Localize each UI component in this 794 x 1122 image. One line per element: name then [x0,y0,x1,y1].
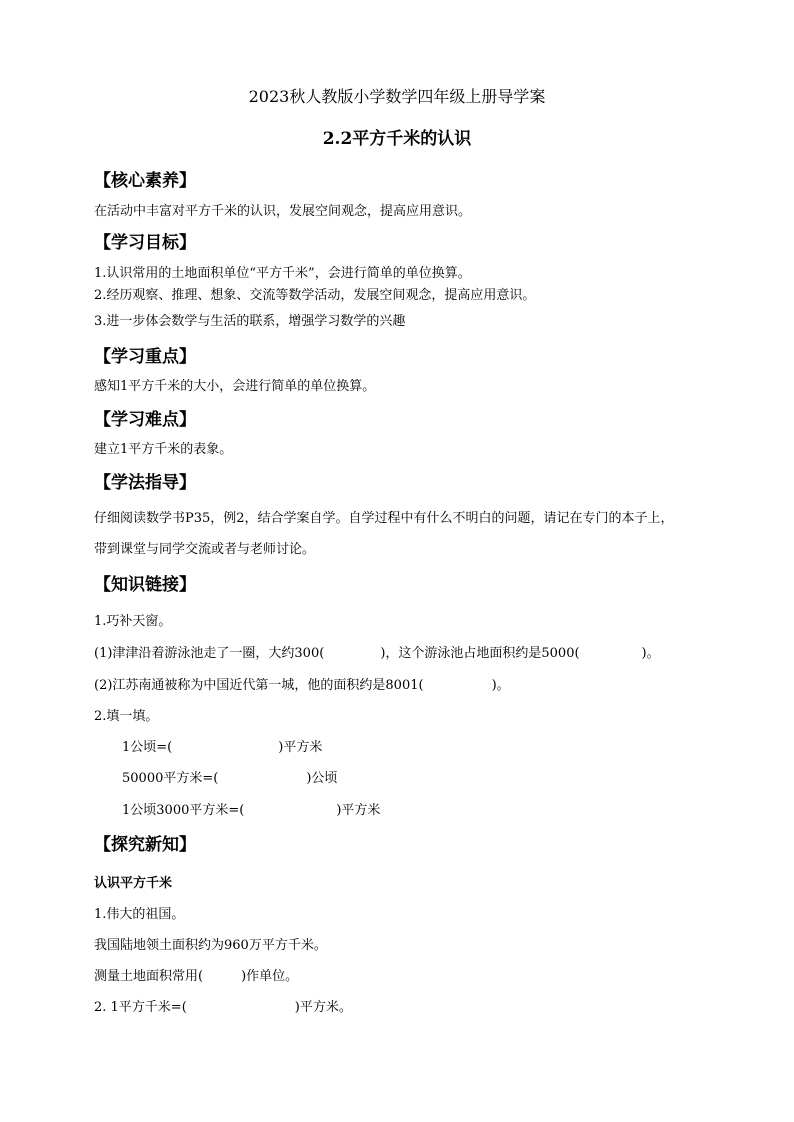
study-guidance-line-1: 仔细阅读数学书P35，例2，结合学案自学。自学过程中有什么不明白的问题，请记在专门的本子上， [94,511,674,526]
p4-text-2: )平方米。 [294,1000,352,1015]
p3-text-2: )作单位。 [241,969,299,984]
study-guidance-line-2: 带到课堂与同学交流或者与老师讨论。 [94,542,316,557]
link-question-2a [122,739,322,757]
goal-item-1: 1.认识常用的土地面积单位“平方千米”，会进行简单的单位换算。 [94,266,471,281]
q1a-text-3: )。 [641,646,660,661]
link-question-2b [122,770,337,788]
heading-core-literacy: 【核心素养】 [94,171,196,191]
q1b-text-2: )。 [491,678,510,693]
q2c-text-2: )平方米 [336,803,381,818]
heading-learning-goals: 【学习目标】 [94,233,196,253]
q2a-text-2: )平方米 [278,740,323,755]
heading-knowledge-link: 【知识链接】 [94,575,196,595]
q2b-text-1: 50000平方米=( [122,771,219,786]
difficulties-text: 建立1平方千米的表象。 [94,442,233,457]
q2a-text-1: 1公顷=( [122,740,173,755]
q1a-text-2: )，这个游泳池占地面积约是5000( [380,646,580,661]
q1a-text-1: (1)津津沿着游泳池走了一圈，大约300( [94,646,325,661]
link-question-1b [94,677,510,695]
q1b-text-1: (2)江苏南通被称为中国近代第一城，他的面积约是8001( [94,678,424,693]
link-question-1-title: 1.巧补天窗。 [94,614,172,629]
q2b-text-2: )公顷 [306,771,338,786]
explore-subheading: 认识平方千米 [94,876,173,891]
p4-text-1: 2. 1平方千米=( [94,1000,187,1015]
heading-explore-new: 【探究新知】 [94,835,196,855]
heading-study-guidance: 【学法指导】 [94,473,196,493]
link-question-1a [94,645,660,663]
q2c-text-1: 1公顷3000平方米=( [122,803,245,818]
link-question-2-title: 2.填一填。 [94,709,159,724]
explore-paragraph-3 [94,968,298,986]
goal-item-2: 2.经历观察、推理、想象、交流等数学活动，发展空间观念，提高应用意识。 [94,288,536,303]
goal-item-3: 3.进一步体会数学与生活的联系，增强学习数学的兴趣 [94,314,406,329]
link-question-2c [122,802,380,820]
explore-paragraph-2: 我国陆地领土面积约为960万平方千米。 [94,938,327,953]
heading-difficulties: 【学习难点】 [94,410,196,430]
lesson-title: 2.2平方千米的认识 [322,129,472,149]
core-literacy-text: 在活动中丰富对平方千米的认识，发展空间观念，提高应用意识。 [94,204,472,219]
key-points-text: 感知1平方千米的大小，会进行简单的单位换算。 [94,379,376,394]
document-title: 2023秋人教版小学数学四年级上册导学案 [248,87,546,106]
explore-paragraph-4 [94,999,352,1017]
p3-text-1: 测量土地面积常用( [94,969,204,984]
explore-paragraph-1: 1.伟大的祖国。 [94,907,185,922]
heading-key-points: 【学习重点】 [94,347,196,367]
